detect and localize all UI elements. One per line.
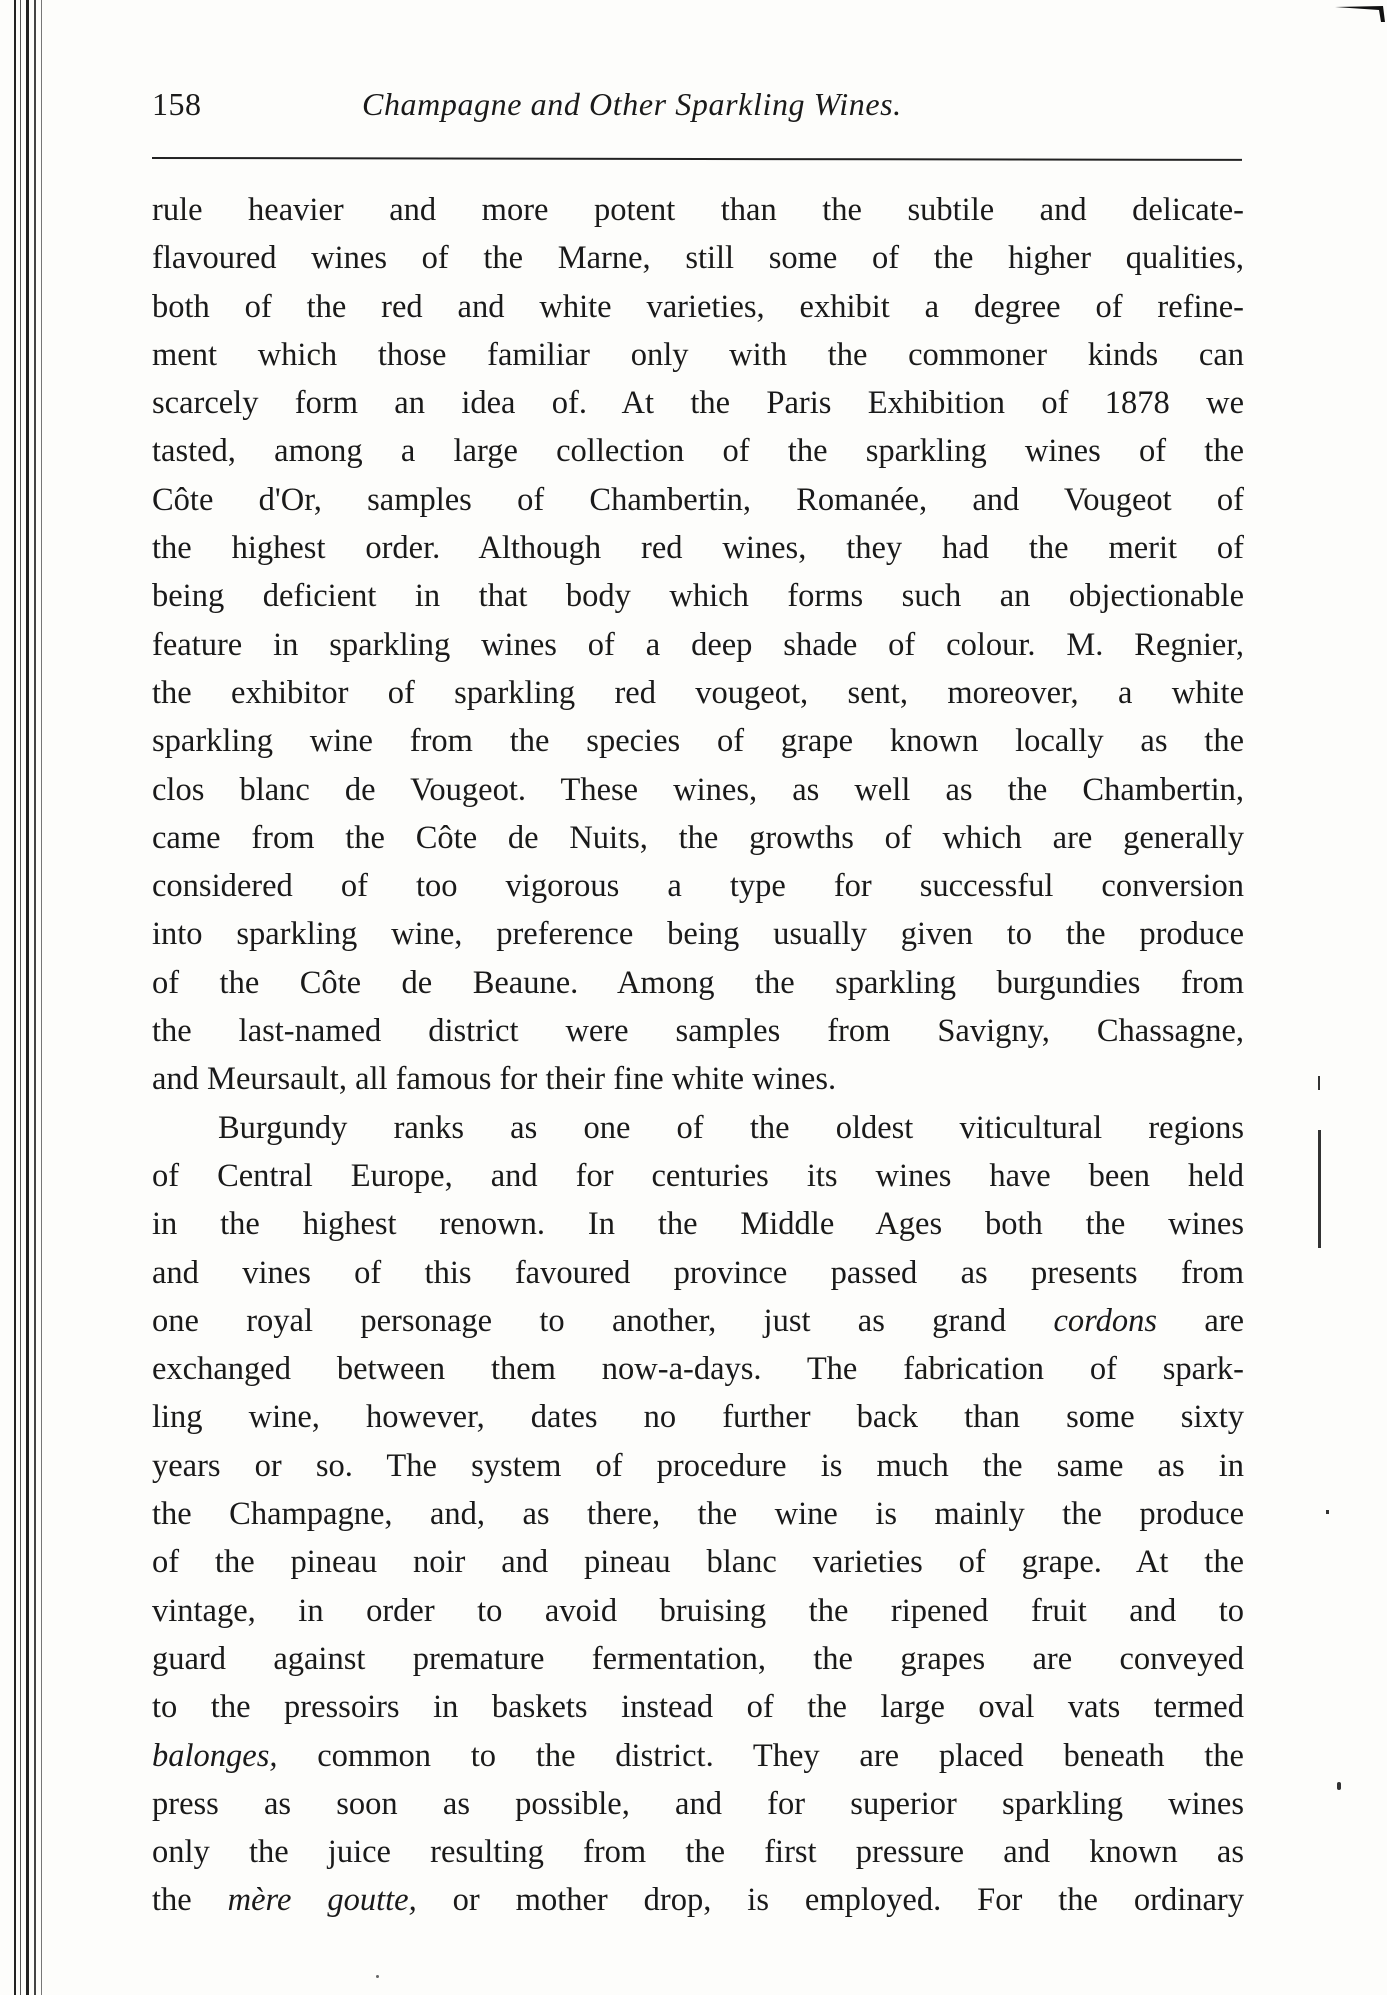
- text-line-cordons: one royal personage to another, just as grand cordons are: [152, 1302, 1244, 1339]
- text-line: came from the Côte de Nuits, the growths of which are generally: [152, 819, 1244, 856]
- page-number: 158: [152, 86, 202, 122]
- bottom-dot: [376, 1975, 379, 1978]
- text-line: clos blanc de Vougeot. These wines, as well as the Chambertin,: [152, 771, 1244, 808]
- paragraph-2: [152, 1104, 1244, 1925]
- text-line: the exhibitor of sparkling red vougeot, sent, moreover, a white: [152, 674, 1244, 711]
- text-line-balonges: balonges, common to the district. They are placed beneath the: [152, 1737, 1244, 1774]
- text-line: scarcely form an idea of. At the Paris Exhibition of 1878 we: [152, 385, 1244, 422]
- margin-mark: [1318, 1130, 1321, 1248]
- margin-mark: [1337, 1782, 1341, 1790]
- text-line: the Champagne, and, as there, the wine is mainly the produce: [152, 1496, 1244, 1533]
- text-line-mere-goutte: the mère goutte, or mother drop, is employed. For the ordinary: [152, 1882, 1244, 1919]
- text-line: rule heavier and more potent than the subtile and delicate-: [152, 192, 1244, 228]
- text-line: the highest order. Although red wines, they had the merit of: [152, 530, 1244, 567]
- text-line: sparkling wine from the species of grape known locally as the: [152, 723, 1244, 760]
- text-line: tasted, among a large collection of the sparkling wines of the: [152, 433, 1244, 470]
- text-line: of the Côte de Beaune. Among the sparkling burgundies from: [152, 964, 1244, 1001]
- text-line: guard against premature fermentation, the grapes are conveyed: [152, 1640, 1244, 1677]
- text-line: vintage, in order to avoid bruising the ripened fruit and to: [152, 1592, 1244, 1629]
- text-line: considered of too vigorous a type for successful conversion: [152, 868, 1244, 905]
- text-line: being deficient in that body which forms such an objectionable: [152, 578, 1244, 615]
- text-line: ment which those familiar only with the commoner kinds can: [152, 336, 1244, 373]
- text-line: Burgundy ranks as one of the oldest viticultural regions: [218, 1109, 1244, 1146]
- margin-mark: [1318, 1076, 1320, 1090]
- running-header: [152, 86, 1242, 136]
- text-line: only the juice resulting from the first pressure and known as: [152, 1834, 1244, 1871]
- margin-mark: [1326, 1510, 1329, 1514]
- text-line: years or so. The system of procedure is much the same as in: [152, 1447, 1244, 1484]
- text-line: Côte d'Or, samples of Chambertin, Romanée, and Vougeot of: [152, 481, 1244, 518]
- text-line: to the pressoirs in baskets instead of the large oval vats termed: [152, 1689, 1244, 1726]
- body-text: [152, 186, 1244, 1925]
- text-line: in the highest renown. In the Middle Ages both the wines: [152, 1206, 1244, 1243]
- text-line: of the pineau noir and pineau blanc varieties of grape. At the: [152, 1544, 1244, 1581]
- text-line: ling wine, however, dates no further back than some sixty: [152, 1399, 1244, 1436]
- corner-mark-icon: [1335, 4, 1387, 24]
- text-line: into sparkling wine, preference being usually given to the produce: [152, 916, 1244, 953]
- text-line: of Central Europe, and for centuries its wines have been held: [152, 1157, 1244, 1194]
- binding-edge: [14, 0, 48, 1995]
- text-line: exchanged between them now-a-days. The fabrication of spark-: [152, 1351, 1244, 1388]
- text-line: flavoured wines of the Marne, still some of the higher qualities,: [152, 240, 1244, 277]
- text-line: and Meursault, all famous for their fine white wines.: [152, 1061, 837, 1098]
- text-line: both of the red and white varieties, exhibit a degree of refine-: [152, 288, 1244, 325]
- header-rule: [152, 157, 1242, 161]
- text-line: the last-named district were samples from Savigny, Chassagne,: [152, 1013, 1244, 1050]
- paragraph-1: [152, 186, 1244, 1104]
- text-line: feature in sparkling wines of a deep shade of colour. M. Regnier,: [152, 626, 1244, 663]
- text-line: press as soon as possible, and for superior sparkling wines: [152, 1785, 1244, 1822]
- running-title: Champagne and Other Sparkling Wines.: [362, 86, 902, 122]
- text-line: and vines of this favoured province passed as presents from: [152, 1254, 1244, 1291]
